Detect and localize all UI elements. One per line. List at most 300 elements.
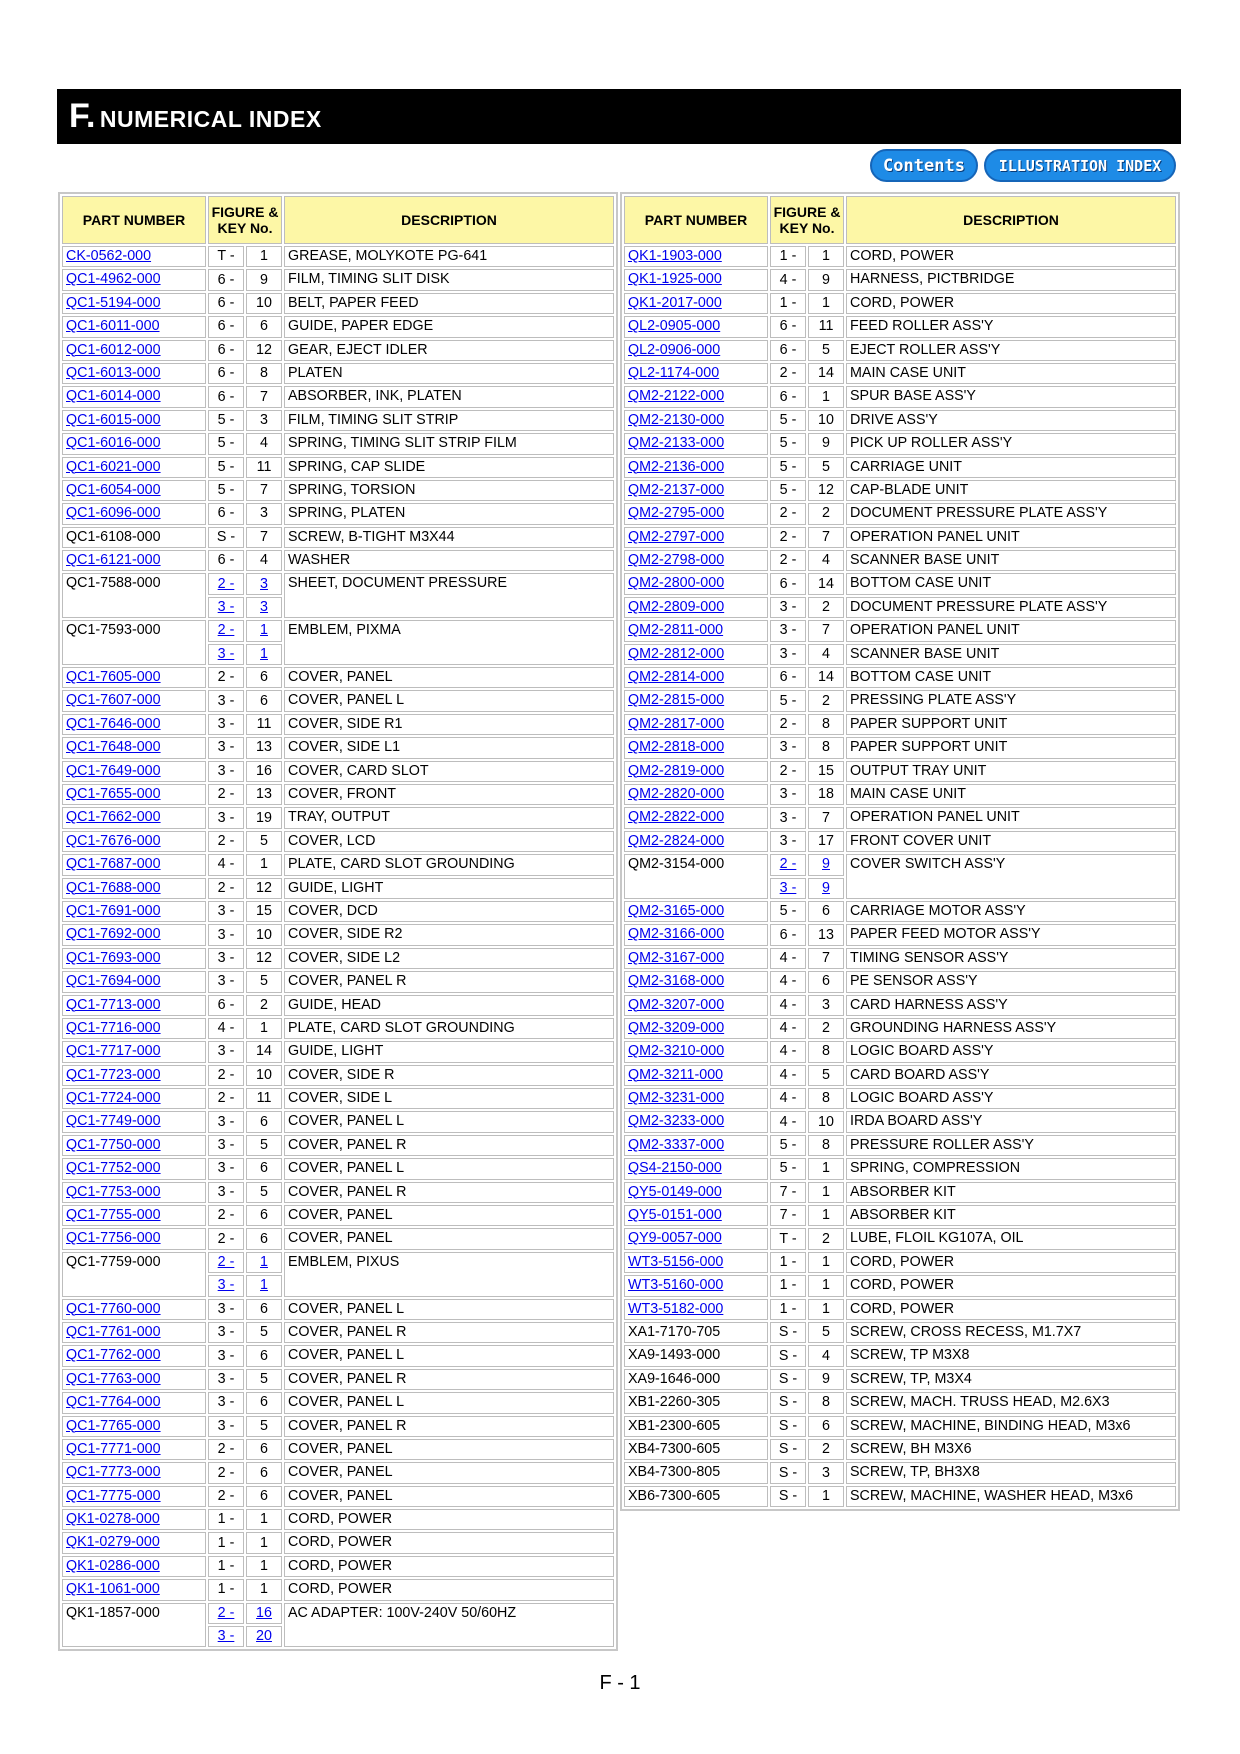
key-number: 7 (260, 482, 268, 499)
part-number-link[interactable]: QC1-7648-000 (66, 739, 161, 756)
description-cell: SCREW, B-TIGHT M3X44 (284, 527, 614, 548)
figure-link[interactable]: 3 - (779, 879, 797, 896)
figure-cell (208, 550, 244, 571)
description-cell: SPUR BASE ASS'Y (846, 386, 1176, 407)
part-number-link[interactable]: QC1-7752-000 (66, 1160, 161, 1177)
figure-cell (770, 644, 806, 665)
table-row (62, 340, 614, 361)
figure-cell (208, 831, 244, 852)
part-number-link[interactable]: QM2-2798-000 (628, 552, 725, 569)
part-number-cell (624, 1065, 768, 1086)
part-number-link[interactable]: QC1-7749-000 (66, 1113, 161, 1130)
part-number-cell (62, 667, 206, 688)
part-number-cell (624, 1135, 768, 1156)
figure-cell (208, 807, 244, 828)
key-cell (808, 1462, 844, 1483)
part-number-link[interactable]: WT3-5156-000 (628, 1253, 724, 1270)
part-number-link[interactable]: QC1-6021-000 (66, 458, 161, 475)
figure-cell (208, 1182, 244, 1203)
part-number-cell (624, 503, 768, 524)
part-number-link[interactable]: QC1-7655-000 (66, 785, 161, 802)
part-number-link[interactable]: QC1-7760-000 (66, 1300, 161, 1317)
part-number-link[interactable]: QC1-7763-000 (66, 1370, 161, 1387)
table-row (62, 1135, 614, 1156)
part-number-link[interactable]: QC1-7765-000 (66, 1417, 161, 1434)
figure-cell (770, 971, 806, 992)
key-cell (246, 293, 282, 314)
key-cell (808, 550, 844, 571)
figure-cell (770, 597, 806, 618)
figure-link[interactable]: 2 - (217, 575, 235, 592)
part-number-link[interactable]: QM2-2819-000 (628, 762, 725, 779)
figure-cell (770, 293, 806, 314)
part-number-link[interactable]: WT3-5160-000 (628, 1277, 724, 1294)
part-number-link[interactable]: QC1-7764-000 (66, 1394, 161, 1411)
part-number-link[interactable]: QC1-7716-000 (66, 1019, 161, 1036)
table-row (62, 1228, 614, 1249)
part-number-link[interactable]: QC1-7775-000 (66, 1487, 161, 1504)
col-header-figure-key (208, 196, 282, 244)
part-number-link[interactable]: QC1-5194-000 (66, 294, 161, 311)
key-cell (246, 1205, 282, 1226)
part-number-link[interactable]: QL2-0906-000 (628, 341, 721, 358)
part-number-link[interactable]: QC1-6012-000 (66, 341, 161, 358)
description-cell: CORD, POWER (846, 246, 1176, 267)
key-number: 1 (822, 1487, 830, 1504)
part-number-link[interactable]: QK1-2017-000 (628, 294, 722, 311)
key-number: 5 (260, 1137, 268, 1154)
table-row (624, 620, 1176, 641)
key-cell (246, 1275, 282, 1296)
key-number: 5 (260, 1417, 268, 1434)
key-cell (808, 293, 844, 314)
figure-link[interactable]: 3 - (217, 1628, 235, 1645)
key-link[interactable]: 9 (822, 879, 830, 896)
figure-number: 3 - (779, 809, 797, 826)
figure-number: 1 - (779, 294, 797, 311)
part-number: QC1-6108-000 (66, 528, 161, 545)
figure-cell (208, 1111, 244, 1132)
col-header-description: DESCRIPTION (846, 196, 1176, 244)
table-row (62, 1603, 614, 1624)
part-number-cell (62, 1509, 206, 1530)
figure-number: 6 - (217, 341, 235, 358)
part-number-cell (624, 269, 768, 290)
table-row (624, 784, 1176, 805)
key-number: 6 (822, 973, 830, 990)
description-cell: COVER, PANEL (284, 1462, 614, 1483)
description-cell: COVER, SIDE L (284, 1088, 614, 1109)
part-number-link[interactable]: QM2-2814-000 (628, 669, 725, 686)
part-number-cell (62, 573, 206, 618)
description-cell: CARD BOARD ASS'Y (846, 1065, 1176, 1086)
table-row (62, 737, 614, 758)
description-cell: BELT, PAPER FEED (284, 293, 614, 314)
part-number-link[interactable]: QC1-7773-000 (66, 1464, 161, 1481)
part-number-link[interactable]: QC1-7750-000 (66, 1136, 161, 1153)
figure-cell (770, 807, 806, 828)
key-cell (808, 527, 844, 548)
part-number-link[interactable]: QC1-7693-000 (66, 949, 161, 966)
part-number-link[interactable]: QM2-3337-000 (628, 1136, 725, 1153)
part-number-link[interactable]: QC1-7761-000 (66, 1323, 161, 1340)
figure-cell (208, 878, 244, 899)
figure-link[interactable]: 2 - (217, 622, 235, 639)
figure-cell (770, 714, 806, 735)
part-number-link[interactable]: QM2-2812-000 (628, 645, 725, 662)
figure-link[interactable]: 2 - (779, 856, 797, 873)
figure-number: 2 - (217, 879, 235, 896)
part-number-link[interactable]: QC1-6013-000 (66, 364, 161, 381)
description-cell: COVER, PANEL L (284, 1158, 614, 1179)
part-number-link[interactable]: QC1-7692-000 (66, 926, 161, 943)
key-number: 6 (260, 1300, 268, 1317)
part-number-cell (62, 316, 206, 337)
description-cell: COVER, PANEL R (284, 1369, 614, 1390)
part-number-link[interactable]: QC1-6054-000 (66, 481, 161, 498)
description-cell: COVER, PANEL R (284, 1182, 614, 1203)
part-number-cell (62, 995, 206, 1016)
part-number-link[interactable]: QM2-2815-000 (628, 692, 725, 709)
part-number-link[interactable]: QC1-7755-000 (66, 1207, 161, 1224)
key-link[interactable]: 16 (256, 1604, 272, 1621)
table-row (624, 737, 1176, 758)
key-cell (246, 1369, 282, 1390)
part-number-link[interactable]: QM2-3168-000 (628, 973, 725, 990)
col-header-part-number: PART NUMBER (62, 196, 206, 244)
figure-number: 3 - (779, 832, 797, 849)
table-row (624, 1299, 1176, 1320)
part-number-link[interactable]: QM2-2800-000 (628, 575, 725, 592)
part-number: XB1-2260-305 (628, 1394, 721, 1411)
section-letter: F. (69, 97, 96, 135)
part-number: QC1-7588-000 (66, 575, 161, 592)
figure-cell (208, 597, 244, 618)
key-cell (246, 1228, 282, 1249)
description-cell: EMBLEM, PIXMA (284, 620, 614, 665)
table-row (62, 573, 614, 594)
table-row (62, 1088, 614, 1109)
part-number-link[interactable]: QC1-7717-000 (66, 1043, 161, 1060)
key-link[interactable]: 1 (260, 645, 268, 662)
key-cell (808, 269, 844, 290)
part-number-link[interactable]: QC1-7724-000 (66, 1090, 161, 1107)
part-number-link[interactable]: QC1-7687-000 (66, 856, 161, 873)
contents-button[interactable]: Contents (870, 149, 978, 182)
key-number: 1 (822, 248, 830, 265)
part-number: QC1-7759-000 (66, 1253, 161, 1270)
table-row (62, 316, 614, 337)
key-cell (808, 644, 844, 665)
part-number-link[interactable]: QC1-7723-000 (66, 1066, 161, 1083)
figure-cell (770, 340, 806, 361)
part-number-link[interactable]: QK1-0278-000 (66, 1511, 160, 1528)
part-number-cell (624, 410, 768, 431)
figure-number: 5 - (217, 435, 235, 452)
description-cell: TRAY, OUTPUT (284, 807, 614, 828)
table-row (62, 527, 614, 548)
key-cell (246, 597, 282, 618)
key-link[interactable]: 20 (256, 1628, 272, 1645)
figure-number: 2 - (217, 1441, 235, 1458)
part-number-link[interactable]: QM2-2824-000 (628, 832, 725, 849)
description-cell: SCANNER BASE UNIT (846, 550, 1176, 571)
part-number-link[interactable]: QM2-2809-000 (628, 598, 725, 615)
part-number-link[interactable]: QL2-1174-000 (628, 364, 720, 381)
part-number-cell (624, 363, 768, 384)
key-number: 6 (260, 1441, 268, 1458)
figure-cell (770, 1369, 806, 1390)
part-number-link[interactable]: QM2-3231-000 (628, 1090, 725, 1107)
table-row (624, 433, 1176, 454)
part-number-cell (62, 1158, 206, 1179)
key-cell (808, 878, 844, 899)
part-number-cell (624, 644, 768, 665)
key-link[interactable]: 3 (260, 575, 268, 592)
figure-number: T - (217, 248, 235, 265)
figure-cell (208, 644, 244, 665)
figure-cell (208, 1135, 244, 1156)
part-number: XB6-7300-605 (628, 1487, 721, 1504)
figure-number: S - (778, 1464, 798, 1481)
table-row (62, 1299, 614, 1320)
figure-number: 6 - (217, 552, 235, 569)
table-row (624, 1275, 1176, 1296)
part-number-link[interactable]: QM2-2811-000 (628, 622, 724, 639)
key-number: 4 (822, 552, 830, 569)
table-row (624, 1462, 1176, 1483)
figure-cell (208, 1299, 244, 1320)
part-number-link[interactable]: QK1-1903-000 (628, 248, 722, 264)
figure-cell (208, 1228, 244, 1249)
figure-cell (208, 924, 244, 945)
key-cell (246, 527, 282, 548)
table-row (62, 1205, 614, 1226)
part-number-cell (62, 1041, 206, 1062)
part-number-link[interactable]: QC1-7691-000 (66, 902, 161, 919)
part-number-link[interactable]: QC1-6015-000 (66, 411, 161, 428)
description-cell: COVER, DCD (284, 901, 614, 922)
part-number-link[interactable]: QK1-0279-000 (66, 1534, 160, 1551)
part-number-link[interactable]: QM2-3233-000 (628, 1113, 725, 1130)
part-number-link[interactable]: QS4-2150-000 (628, 1160, 722, 1177)
figure-cell (208, 527, 244, 548)
key-link[interactable]: 1 (260, 622, 268, 639)
part-number-link[interactable]: QC1-7756-000 (66, 1230, 161, 1247)
part-number-link[interactable]: QM2-3209-000 (628, 1019, 725, 1036)
part-number-link[interactable]: QC1-6121-000 (66, 552, 161, 569)
col-header-key: KEY No. (217, 220, 273, 236)
part-number-link[interactable]: QM2-3166-000 (628, 926, 725, 943)
part-number-link[interactable]: QM2-2136-000 (628, 458, 725, 475)
figure-cell (208, 1579, 244, 1600)
part-number-link[interactable]: QC1-6016-000 (66, 435, 161, 452)
figure-cell (770, 410, 806, 431)
table-row (624, 410, 1176, 431)
description-cell: GROUNDING HARNESS ASS'Y (846, 1018, 1176, 1039)
key-number: 10 (256, 294, 272, 311)
figure-link[interactable]: 3 - (217, 599, 235, 616)
part-number-link[interactable]: QY5-0149-000 (628, 1183, 722, 1200)
key-number: 2 (822, 599, 830, 616)
description-cell: PRESSURE ROLLER ASS'Y (846, 1135, 1176, 1156)
figure-link[interactable]: 3 - (217, 1277, 235, 1294)
part-number-cell (624, 1392, 768, 1413)
figure-cell (208, 761, 244, 782)
part-number-link[interactable]: QC1-7607-000 (66, 692, 161, 709)
part-number-link[interactable]: QM2-3207-000 (628, 996, 725, 1013)
key-number: 6 (260, 1230, 268, 1247)
description-cell: CARD HARNESS ASS'Y (846, 995, 1176, 1016)
description-cell: BOTTOM CASE UNIT (846, 667, 1176, 688)
key-number: 5 (822, 458, 830, 475)
part-number-link[interactable]: QM2-2818-000 (628, 739, 725, 756)
description-cell: GUIDE, LIGHT (284, 1041, 614, 1062)
part-number-cell (624, 807, 768, 828)
figure-number: 6 - (779, 318, 797, 335)
figure-number: 5 - (779, 435, 797, 452)
figure-link[interactable]: 2 - (217, 1604, 235, 1621)
figure-number: S - (778, 1347, 798, 1364)
part-number-link[interactable]: WT3-5182-000 (628, 1300, 724, 1317)
part-number-link[interactable]: QM2-3211-000 (628, 1066, 724, 1083)
part-number-link[interactable]: QM2-2795-000 (628, 505, 725, 522)
key-cell (808, 1135, 844, 1156)
part-number-link[interactable]: QC1-7605-000 (66, 669, 161, 686)
part-number-cell (624, 901, 768, 922)
part-number-link[interactable]: QL2-0905-000 (628, 318, 721, 335)
part-number-link[interactable]: QC1-7771-000 (66, 1440, 161, 1457)
part-number-cell (62, 1182, 206, 1203)
part-number-link[interactable]: QC1-7646-000 (66, 715, 161, 732)
part-number-link[interactable]: QC1-7753-000 (66, 1183, 161, 1200)
figure-number: 3 - (779, 739, 797, 756)
figure-cell (770, 480, 806, 501)
part-number-cell (624, 1111, 768, 1132)
part-number-cell (62, 410, 206, 431)
figure-number: 6 - (217, 365, 235, 382)
table-row (624, 1182, 1176, 1203)
part-number-link[interactable]: QC1-7662-000 (66, 809, 161, 826)
part-number-link[interactable]: QC1-7676-000 (66, 832, 161, 849)
part-number-cell (624, 1322, 768, 1343)
description-cell: CORD, POWER (284, 1532, 614, 1553)
key-cell (246, 644, 282, 665)
part-number-link[interactable]: QM2-2137-000 (628, 481, 725, 498)
part-number-link[interactable]: QC1-6096-000 (66, 505, 161, 522)
part-number-link[interactable]: QC1-4962-000 (66, 271, 161, 288)
figure-number: 7 - (779, 1207, 797, 1224)
key-link[interactable]: 1 (260, 1277, 268, 1294)
figure-link[interactable]: 2 - (217, 1253, 235, 1270)
part-number-cell (62, 761, 206, 782)
part-number-link[interactable]: QC1-7713-000 (66, 996, 161, 1013)
part-number-cell (62, 784, 206, 805)
part-number-link[interactable]: QM2-2822-000 (628, 809, 725, 826)
figure-number: 6 - (779, 388, 797, 405)
key-cell (808, 340, 844, 361)
part-number-link[interactable]: QM2-2797-000 (628, 528, 725, 545)
figure-number: 6 - (779, 926, 797, 943)
part-number-link[interactable]: QK1-0286-000 (66, 1557, 160, 1574)
table-row (62, 1392, 614, 1413)
col-header-part-number: PART NUMBER (624, 196, 768, 244)
figure-number: 3 - (217, 973, 235, 990)
key-cell (246, 1509, 282, 1530)
description-cell: PAPER SUPPORT UNIT (846, 737, 1176, 758)
part-number-cell (624, 1345, 768, 1366)
part-number-link[interactable]: QC1-7649-000 (66, 762, 161, 779)
key-number: 2 (822, 1230, 830, 1247)
key-link[interactable]: 9 (822, 856, 830, 873)
part-number-cell (62, 714, 206, 735)
key-number: 6 (260, 1160, 268, 1177)
part-number-link[interactable]: QC1-6011-000 (66, 318, 160, 335)
key-number: 8 (260, 365, 268, 382)
part-number-link[interactable]: QC1-6014-000 (66, 388, 161, 405)
figure-link[interactable]: 3 - (217, 645, 235, 662)
part-number-link[interactable]: QY5-0151-000 (628, 1207, 722, 1224)
description-cell: PLATEN (284, 363, 614, 384)
part-number: QM2-3154-000 (628, 856, 725, 873)
figure-number: 2 - (779, 528, 797, 545)
key-link[interactable]: 1 (260, 1253, 268, 1270)
part-number-link[interactable]: QM2-3167-000 (628, 949, 725, 966)
part-number-link[interactable]: QK1-1925-000 (628, 271, 722, 288)
figure-number: 3 - (779, 599, 797, 616)
part-number-link[interactable]: QM2-2820-000 (628, 785, 725, 802)
figure-cell (208, 1603, 244, 1624)
table-row (62, 1532, 614, 1553)
key-cell (808, 948, 844, 969)
figure-number: S - (778, 1324, 798, 1341)
part-number-cell (62, 340, 206, 361)
part-number-link[interactable]: QM2-2130-000 (628, 411, 725, 428)
description-cell: PAPER SUPPORT UNIT (846, 714, 1176, 735)
col-header-figure: FIGURE & (773, 204, 841, 220)
figure-number: 6 - (217, 318, 235, 335)
part-number-link[interactable]: QC1-7762-000 (66, 1347, 161, 1364)
part-number-link[interactable]: QK1-1061-000 (66, 1581, 160, 1598)
key-number: 6 (260, 318, 268, 335)
part-number-link[interactable]: QC1-7694-000 (66, 973, 161, 990)
key-cell (246, 737, 282, 758)
part-number-link[interactable]: QM2-3165-000 (628, 902, 725, 919)
key-cell (808, 1252, 844, 1273)
part-number-link[interactable]: QM2-2817-000 (628, 715, 725, 732)
key-cell (246, 1018, 282, 1039)
part-number-cell (624, 831, 768, 852)
key-number: 14 (818, 365, 834, 382)
key-cell (246, 340, 282, 361)
illustration-index-button[interactable]: ILLUSTRATION INDEX (984, 149, 1176, 182)
key-cell (246, 1392, 282, 1413)
figure-cell (208, 386, 244, 407)
part-number-link[interactable]: QM2-2133-000 (628, 435, 725, 452)
part-number-link[interactable]: QM2-2122-000 (628, 388, 725, 405)
key-cell (808, 1205, 844, 1226)
table-row (62, 831, 614, 852)
part-number-link[interactable]: QC1-7688-000 (66, 879, 161, 896)
table-row (624, 1205, 1176, 1226)
part-number-link[interactable]: QM2-3210-000 (628, 1043, 725, 1060)
figure-number: 3 - (217, 903, 235, 920)
figure-number: 3 - (217, 692, 235, 709)
part-number-link[interactable]: CK-0562-000 (66, 248, 152, 264)
part-number-link[interactable]: QY9-0057-000 (628, 1230, 722, 1247)
key-link[interactable]: 3 (260, 599, 268, 616)
figure-number: 3 - (217, 1113, 235, 1130)
